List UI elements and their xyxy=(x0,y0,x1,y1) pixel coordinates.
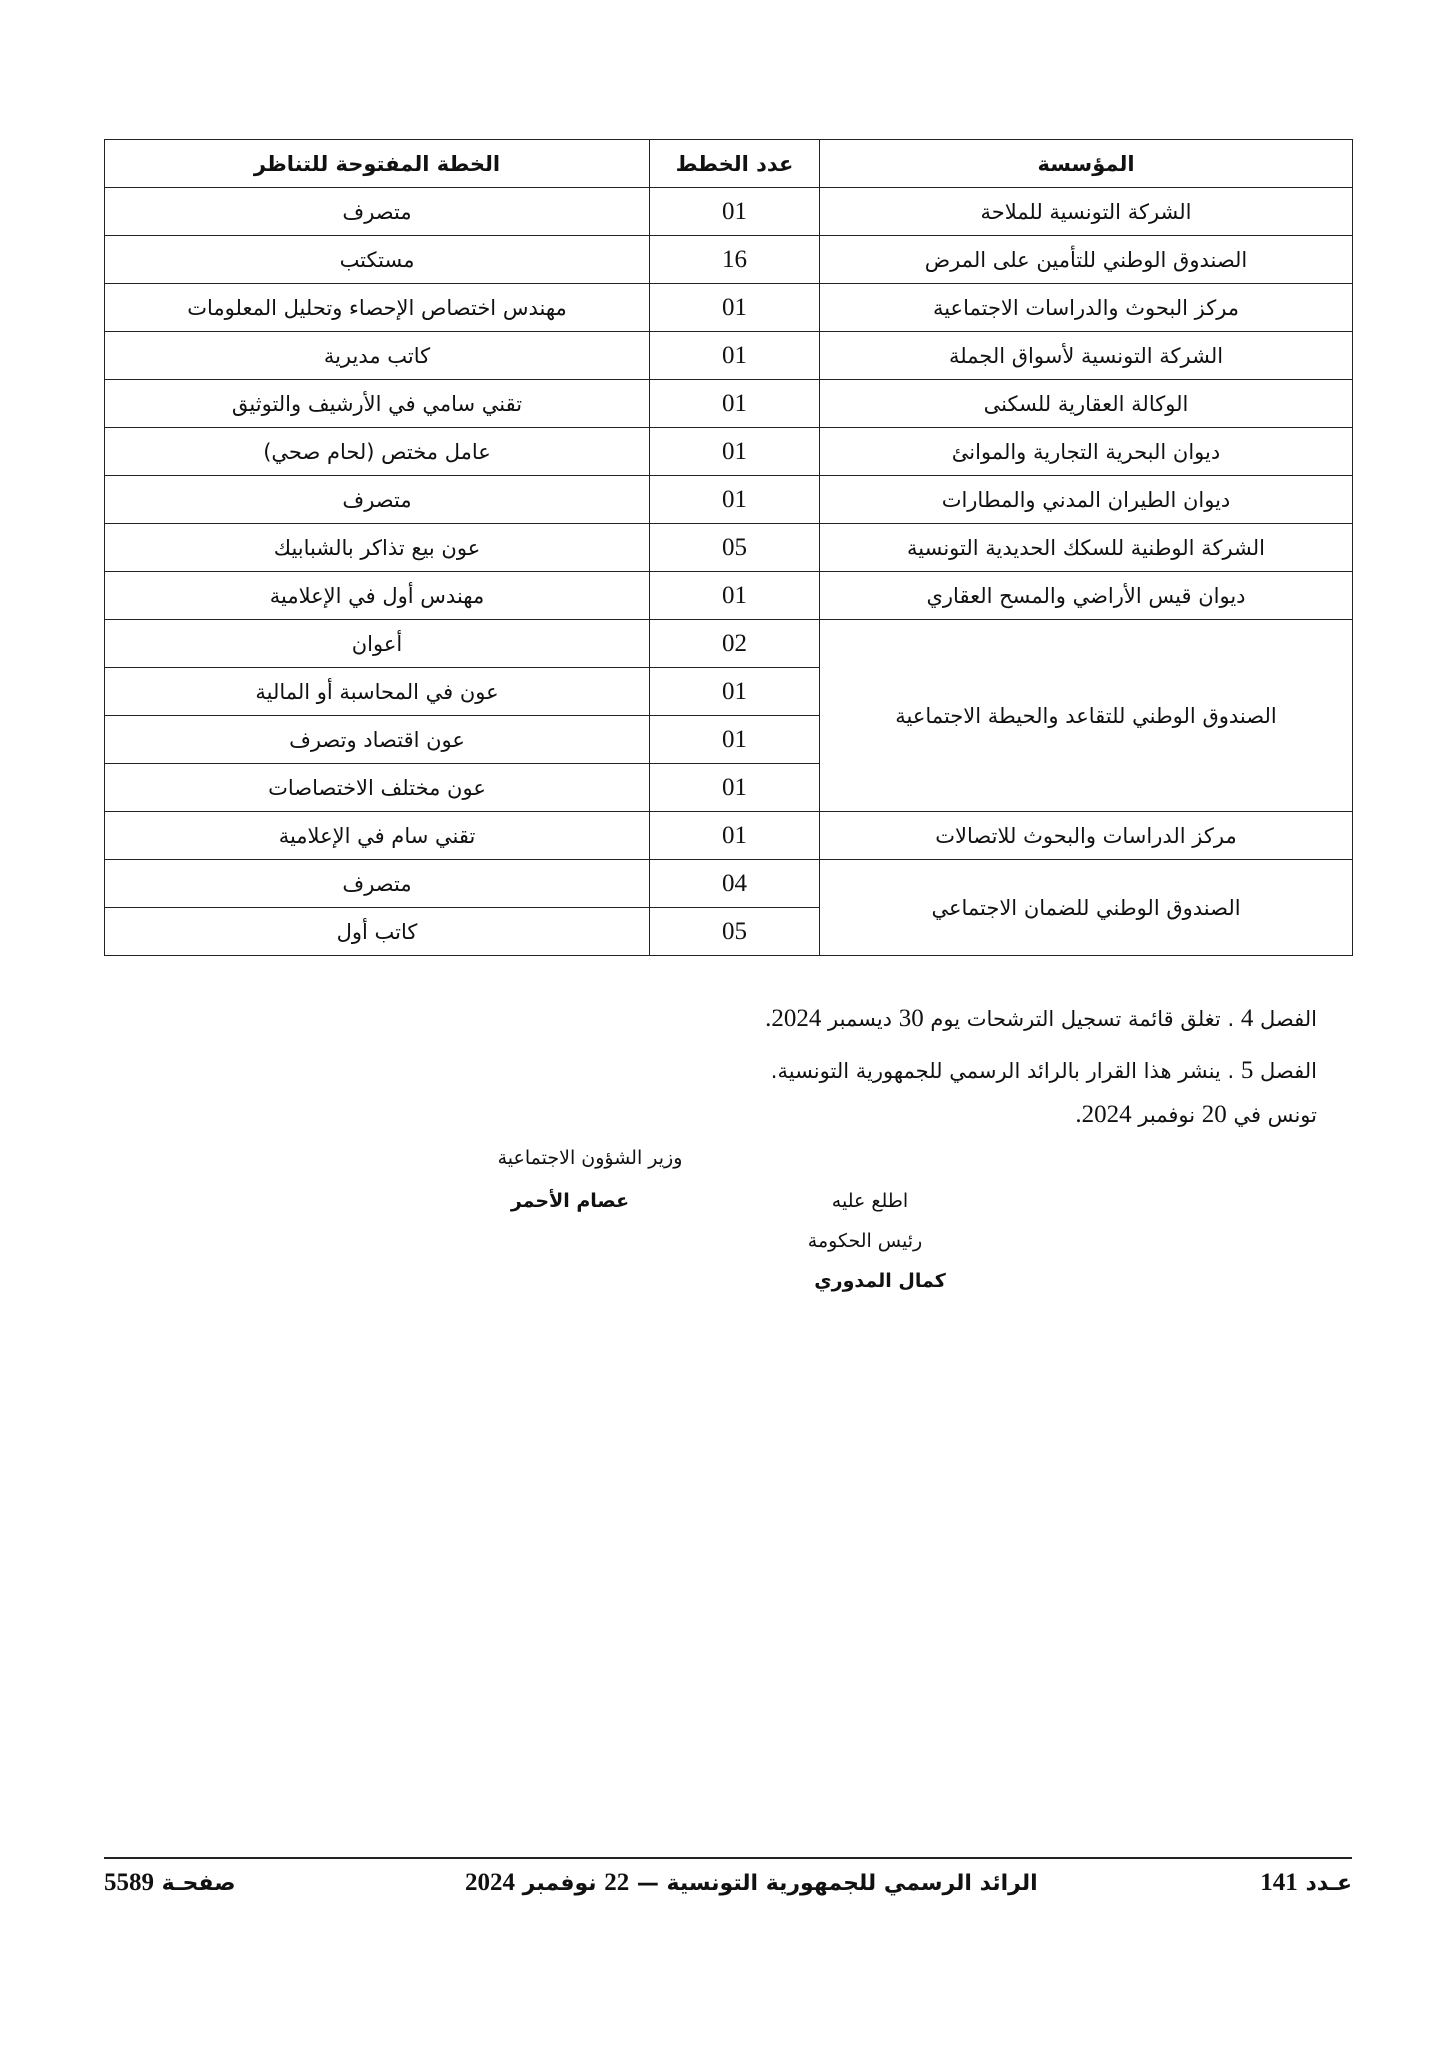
article-4-text: . تغلق قائمة تسجيل الترشحات يوم xyxy=(930,1007,1235,1031)
plan-cell: متصرف xyxy=(105,188,650,236)
plan-cell: كاتب مديرية xyxy=(105,332,650,380)
seen-label: اطلع عليه xyxy=(831,1190,909,1212)
pm-name: كمال المدوري xyxy=(814,1270,946,1292)
footer-title-text: الرائد الرسمي للجمهورية التونسية — xyxy=(636,1871,1038,1896)
plan-cell: متصرف xyxy=(105,860,650,908)
plan-cell: عون اقتصاد وتصرف xyxy=(105,716,650,764)
count-cell: 02 xyxy=(650,620,820,668)
plan-cell: تقني سامي في الأرشيف والتوثيق xyxy=(105,380,650,428)
footer-title-month: نوفمبر xyxy=(522,1871,597,1896)
institution-cell: الوكالة العقارية للسكنى xyxy=(820,380,1353,428)
table-row xyxy=(105,380,1353,428)
plan-cell: عون مختلف الاختصاصات xyxy=(105,764,650,812)
count-cell: 01 xyxy=(650,380,820,428)
plan-cell: تقني سام في الإعلامية xyxy=(105,812,650,860)
plan-cell: عون بيع تذاكر بالشبابيك xyxy=(105,524,650,572)
count-cell: 01 xyxy=(650,476,820,524)
count-cell: 01 xyxy=(650,284,820,332)
header-count: عدد الخطط xyxy=(650,140,820,188)
footer-divider xyxy=(104,1857,1352,1859)
count-cell: 01 xyxy=(650,332,820,380)
table-body xyxy=(105,188,1353,956)
footer-issue-number: 141 xyxy=(1260,1869,1298,1896)
open-positions-table xyxy=(104,139,1353,956)
footer-issue-label: عـدد xyxy=(1305,1871,1352,1896)
institution-cell: الصندوق الوطني للتأمين على المرض xyxy=(820,236,1353,284)
article-5 xyxy=(771,1057,1317,1085)
plan-cell: عون في المحاسبة أو المالية xyxy=(105,668,650,716)
footer-title-year: 2024 xyxy=(465,1869,515,1896)
article-4-label: الفصل xyxy=(1260,1007,1317,1031)
table-row xyxy=(105,860,1353,908)
count-cell: 01 xyxy=(650,188,820,236)
institution-cell: ديوان البحرية التجارية والموانئ xyxy=(820,428,1353,476)
plan-cell: كاتب أول xyxy=(105,908,650,956)
article-5-text: . ينشر هذا القرار بالرائد الرسمي للجمهورية التونسية. xyxy=(770,1059,1235,1083)
count-cell: 01 xyxy=(650,668,820,716)
table-header-row xyxy=(105,140,1353,188)
header-plan: الخطة المفتوحة للتناظر xyxy=(105,140,650,188)
table-row xyxy=(105,428,1353,476)
article-4 xyxy=(765,1005,1317,1033)
minister-name: عصام الأحمر xyxy=(510,1190,630,1212)
institution-cell: الشركة التونسية للملاحة xyxy=(820,188,1353,236)
table-row xyxy=(105,620,1353,668)
institution-cell: ديوان الطيران المدني والمطارات xyxy=(820,476,1353,524)
count-cell: 16 xyxy=(650,236,820,284)
header-institution: المؤسسة xyxy=(820,140,1353,188)
article-4-month: ديسمبر xyxy=(828,1007,893,1031)
footer-page-number: 5589 xyxy=(104,1869,154,1896)
table-row xyxy=(105,524,1353,572)
pm-title: رئيس الحكومة xyxy=(807,1230,923,1252)
count-cell: 01 xyxy=(650,764,820,812)
institution-cell: مركز الدراسات والبحوث للاتصالات xyxy=(820,812,1353,860)
table-row xyxy=(105,812,1353,860)
minister-title: وزير الشؤون الاجتماعية xyxy=(497,1147,683,1169)
table-row xyxy=(105,332,1353,380)
table-row xyxy=(105,188,1353,236)
date-month: نوفمبر xyxy=(1138,1103,1196,1127)
count-cell: 01 xyxy=(650,428,820,476)
article-4-number: 4 xyxy=(1240,1005,1254,1032)
count-cell: 05 xyxy=(650,524,820,572)
footer-page-label: صفحـة xyxy=(161,1871,236,1896)
article-4-day: 30 xyxy=(898,1005,924,1032)
plan-cell: متصرف xyxy=(105,476,650,524)
date-year: 2024. xyxy=(1075,1101,1132,1128)
table-row xyxy=(105,236,1353,284)
article-4-year: 2024. xyxy=(765,1005,822,1032)
date-day: 20 xyxy=(1201,1101,1227,1128)
plan-cell: عامل مختص (لحام صحي) xyxy=(105,428,650,476)
footer-page xyxy=(104,1869,235,1897)
plan-cell: مهندس أول في الإعلامية xyxy=(105,572,650,620)
institution-cell: ديوان قيس الأراضي والمسح العقاري xyxy=(820,572,1353,620)
plan-cell: أعوان xyxy=(105,620,650,668)
institution-cell: مركز البحوث والدراسات الاجتماعية xyxy=(820,284,1353,332)
table-row xyxy=(105,572,1353,620)
plan-cell: مستكتب xyxy=(105,236,650,284)
institution-cell: الشركة الوطنية للسكك الحديدية التونسية xyxy=(820,524,1353,572)
footer-issue xyxy=(1260,1869,1352,1897)
issue-date xyxy=(1075,1101,1317,1129)
table-row xyxy=(105,284,1353,332)
count-cell: 05 xyxy=(650,908,820,956)
article-5-number: 5 xyxy=(1240,1057,1254,1084)
institution-cell: الشركة التونسية لأسواق الجملة xyxy=(820,332,1353,380)
institution-cell: الصندوق الوطني للضمان الاجتماعي xyxy=(820,860,1353,956)
institution-cell: الصندوق الوطني للتقاعد والحيطة الاجتماعية xyxy=(820,620,1353,812)
count-cell: 04 xyxy=(650,860,820,908)
article-5-label: الفصل xyxy=(1260,1059,1317,1083)
footer-title-day: 22 xyxy=(604,1869,630,1896)
footer-title xyxy=(465,1869,1038,1897)
plan-cell: مهندس اختصاص الإحصاء وتحليل المعلومات xyxy=(105,284,650,332)
table-row xyxy=(105,476,1353,524)
count-cell: 01 xyxy=(650,572,820,620)
date-prefix: تونس في xyxy=(1233,1103,1317,1127)
count-cell: 01 xyxy=(650,812,820,860)
count-cell: 01 xyxy=(650,716,820,764)
